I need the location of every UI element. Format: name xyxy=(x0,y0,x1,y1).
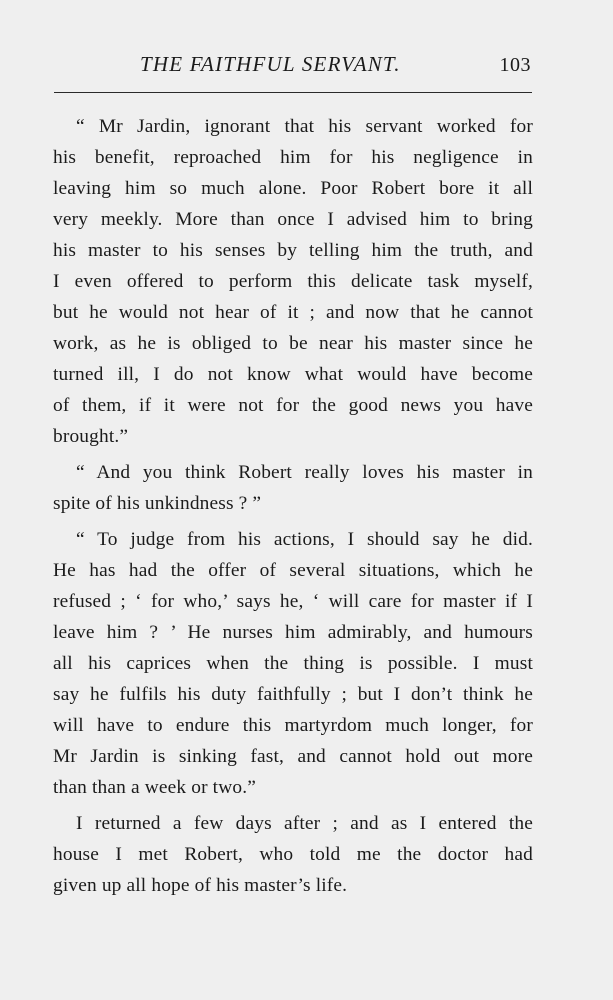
paragraph xyxy=(53,524,533,803)
text-line: but he would not hear of it ; and now that he cannot xyxy=(53,302,533,323)
paragraph xyxy=(53,457,533,519)
paragraph xyxy=(53,111,533,452)
text-line: brought.” xyxy=(53,426,129,447)
text-line: very meekly. More than once I advised him to bring xyxy=(53,209,533,230)
running-title: THE FAITHFUL SERVANT. xyxy=(140,52,401,76)
text-line: of them, if it were not for the good news you have xyxy=(53,395,533,416)
text-line: refused ; ‘ for who,’ says he, ‘ will care for master if I xyxy=(53,591,533,612)
text-line: his master to his senses by telling him the truth, and xyxy=(53,240,533,261)
text-line: all his caprices when the thing is possible. I must xyxy=(53,653,533,674)
text-line: work, as he is obliged to be near his master since he xyxy=(53,333,533,354)
page-header xyxy=(55,48,535,82)
page-number: 103 xyxy=(499,54,531,76)
text-line: given up all hope of his master’s life. xyxy=(53,875,348,896)
page-body xyxy=(53,111,533,906)
text-line: say he fulfils his duty faithfully ; but I don’t think he xyxy=(53,684,533,705)
text-line: leave him ? ’ He nurses him admirably, and humours xyxy=(53,622,533,643)
text-line: than than a week or two.” xyxy=(53,777,256,798)
text-line: “ And you think Robert really loves his master in xyxy=(76,462,533,483)
text-line: Mr Jardin is sinking fast, and cannot hold out more xyxy=(53,746,533,767)
text-line: “ To judge from his actions, I should say he did. xyxy=(76,529,533,550)
header-rule xyxy=(54,92,532,93)
text-line: house I met Robert, who told me the doctor had xyxy=(53,844,533,865)
text-line: I even offered to perform this delicate task myself, xyxy=(53,271,533,292)
text-line: He has had the offer of several situations, which he xyxy=(53,560,533,581)
text-line: spite of his unkindness ? ” xyxy=(53,493,262,514)
text-line: turned ill, I do not know what would have become xyxy=(53,364,533,385)
text-line: “ Mr Jardin, ignorant that his servant worked for xyxy=(76,116,533,137)
text-line: I returned a few days after ; and as I entered the xyxy=(76,813,533,834)
text-line: will have to endure this martyrdom much longer, for xyxy=(53,715,533,736)
text-line: leaving him so much alone. Poor Robert bore it all xyxy=(53,178,533,199)
paragraph xyxy=(53,808,533,901)
text-line: his benefit, reproached him for his negligence in xyxy=(53,147,533,168)
